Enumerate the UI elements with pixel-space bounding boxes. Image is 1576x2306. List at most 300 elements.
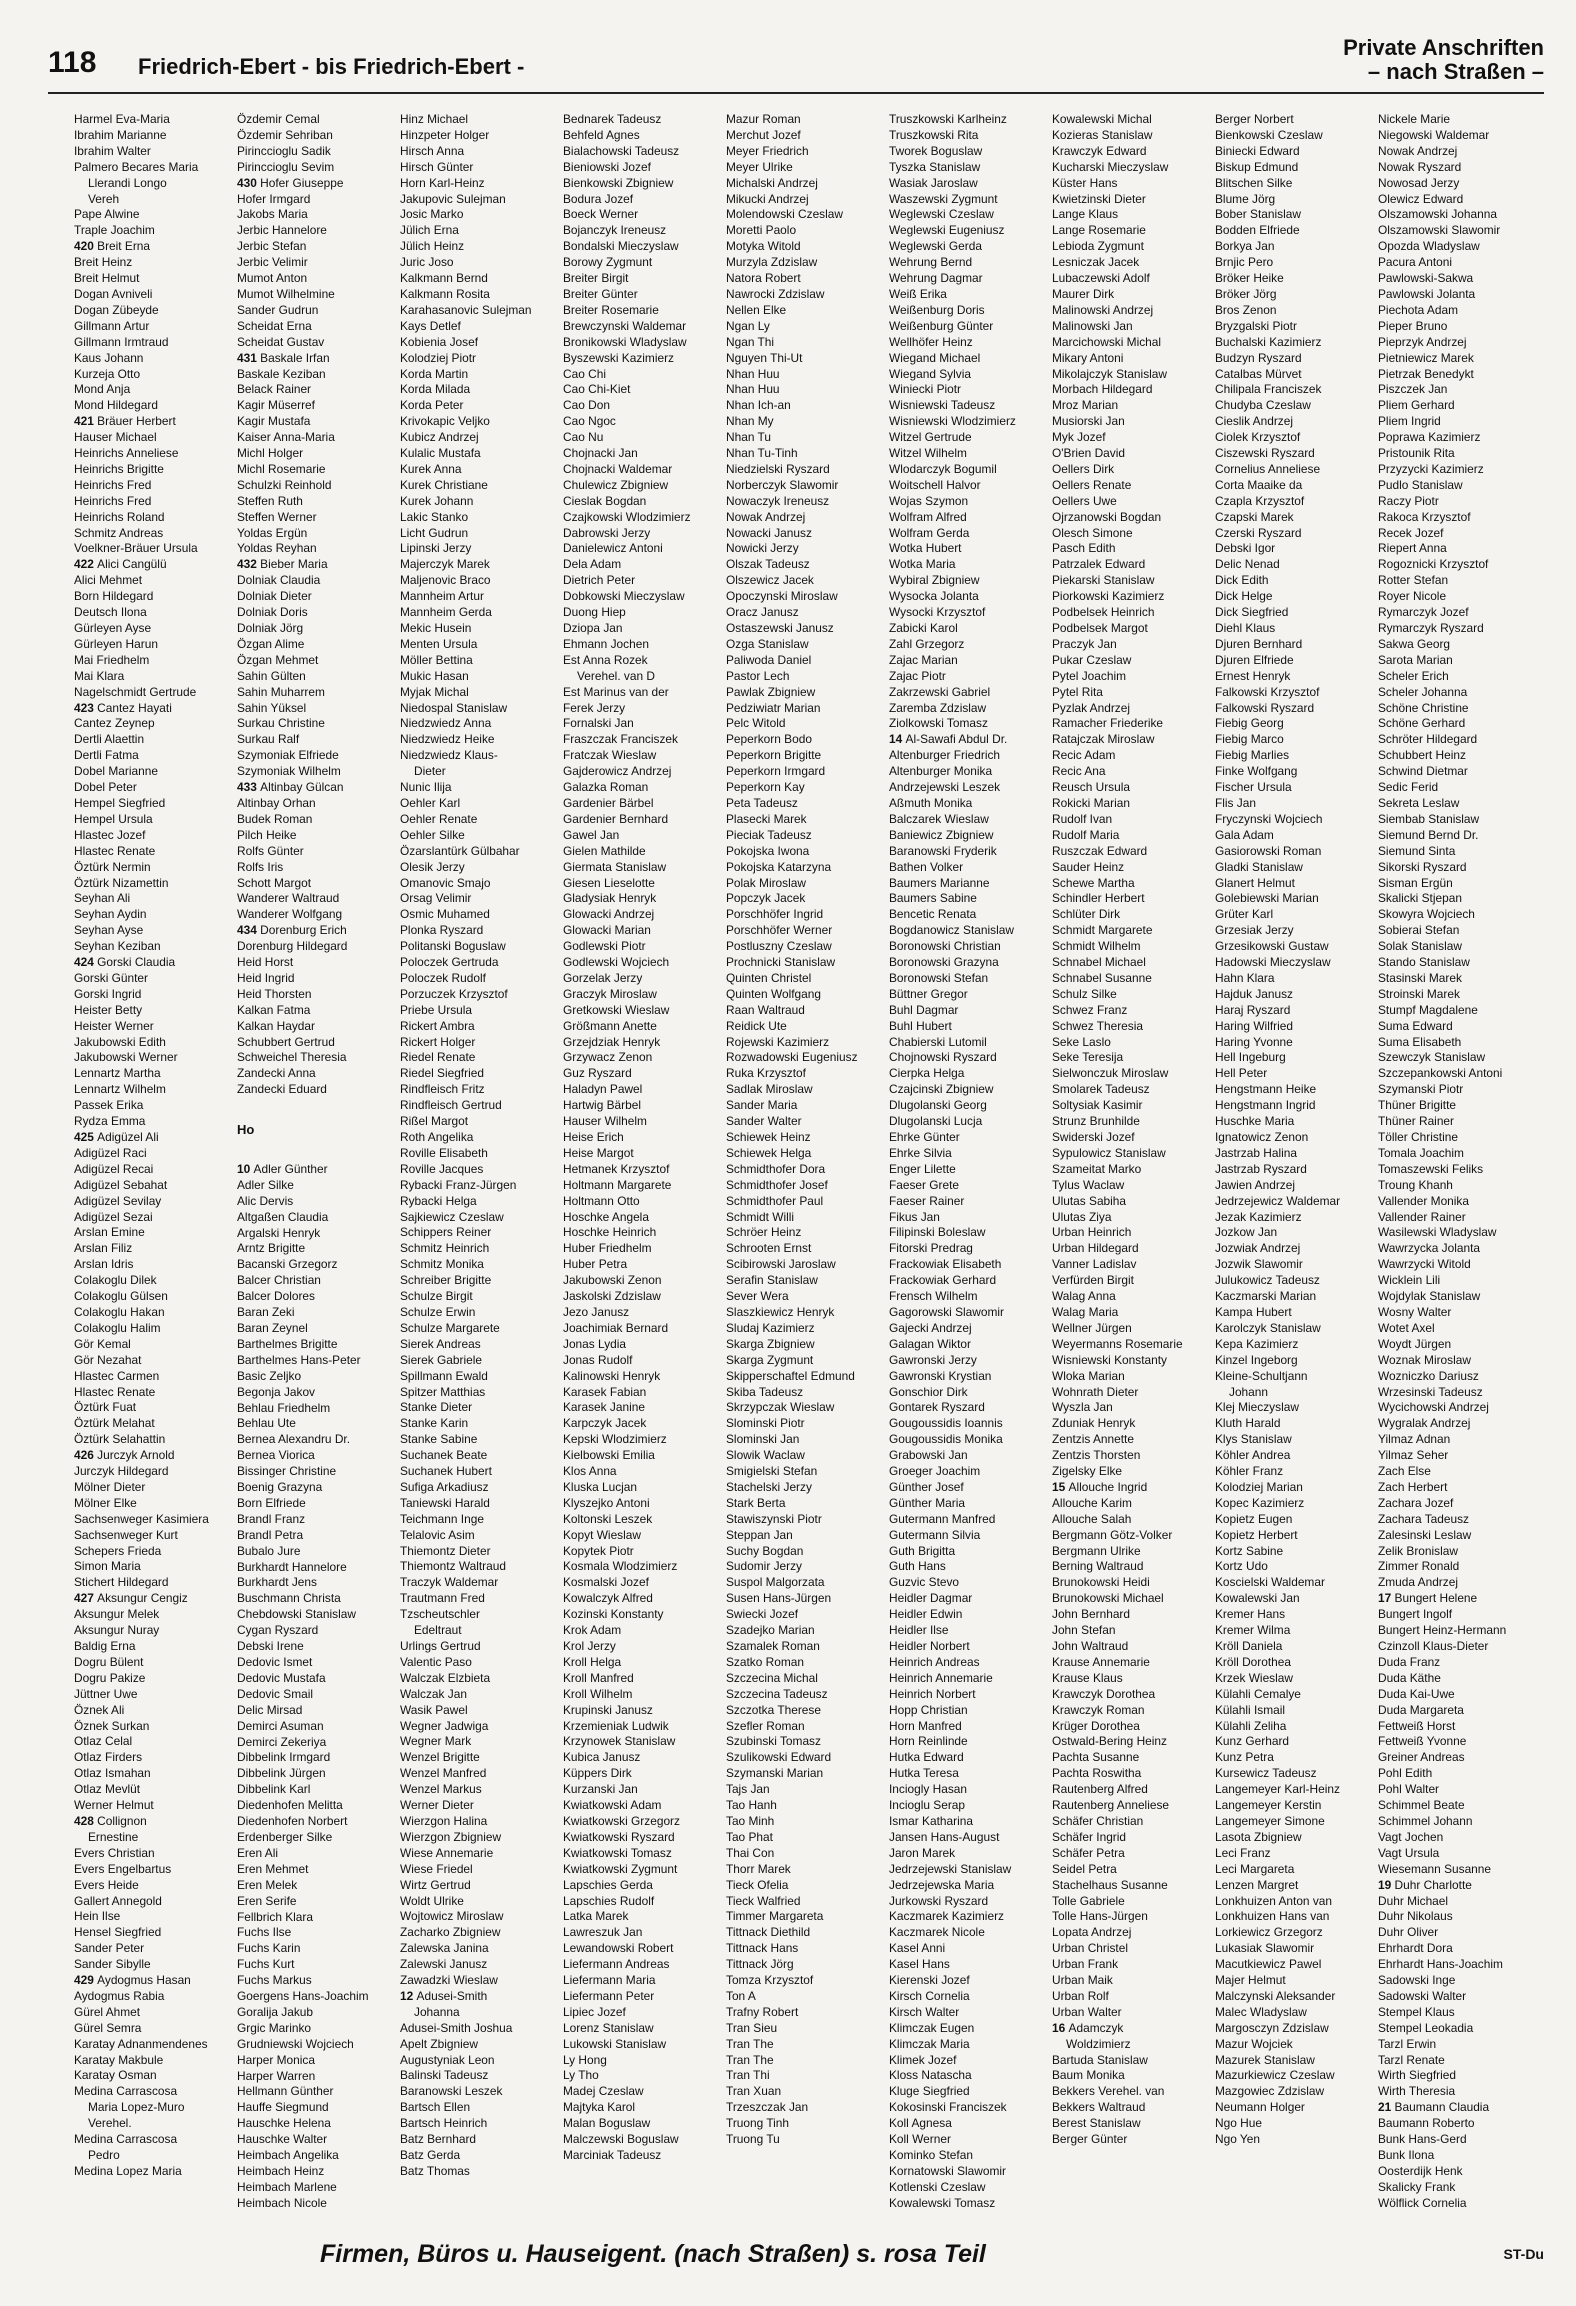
directory-entry: Nickele Marie	[1378, 112, 1451, 126]
directory-entry: Wiese Annemarie	[400, 1845, 494, 1860]
directory-entry: Brnjic Pero	[1215, 255, 1274, 270]
directory-entry: Czinzoll Klaus-Dieter	[1378, 1639, 1489, 1653]
directory-entry: Zandecki Eduard	[237, 1082, 327, 1097]
directory-entry: Latka Marek	[563, 1909, 629, 1924]
directory-entry: Peperkorn Irmgard	[726, 764, 826, 779]
directory-entry: Schwez Theresia	[1052, 1018, 1143, 1033]
directory-entry: Baumers Sabine	[889, 891, 977, 906]
directory-entry: Walag Maria	[1052, 1304, 1119, 1319]
directory-entry: Skarga Zbigniew	[726, 1336, 815, 1351]
directory-entry: Gürel Semra	[74, 2020, 142, 2035]
directory-entry: Malczewski Boguslaw	[563, 2132, 679, 2147]
directory-entry: Ngo Hue	[1215, 2116, 1262, 2131]
directory-entry: Skrzypczak Wieslaw	[726, 1400, 835, 1415]
directory-entry: Ciolek Krzysztof	[1215, 430, 1301, 445]
directory-entry: Oehler Karl	[400, 795, 461, 810]
directory-entry: Pawlowski Jolanta	[1378, 286, 1476, 301]
directory-entry: Walczak Elzbieta	[400, 1670, 491, 1685]
directory-entry: 21 Baumann Claudia	[1378, 2100, 1490, 2115]
directory-entry: Wlodarczyk Bogumil	[889, 461, 997, 476]
directory-entry: Fettweiß Yvonne	[1378, 1734, 1467, 1749]
directory-entry: Jezak Kazimierz	[1215, 1209, 1302, 1224]
entry-continuation: Dieter	[414, 764, 446, 779]
directory-entry: Wicklein Lili	[1378, 1273, 1441, 1288]
directory-entry: Schmidt Wilhelm	[1052, 939, 1141, 954]
directory-entry: Dibbelink Karl	[237, 1782, 311, 1797]
directory-entry: Andrzejewski Leszek	[889, 780, 1001, 795]
directory-entry: Bathen Volker	[889, 859, 964, 874]
directory-entry: Schmitz Monika	[400, 1257, 484, 1272]
directory-entry: Fischer Ursula	[1215, 780, 1292, 795]
directory-entry: Recek Jozef	[1378, 525, 1444, 540]
directory-entry: Gawronski Jerzy	[889, 1352, 977, 1367]
directory-entry: Mazgowiec Zdzislaw	[1215, 2084, 1325, 2099]
directory-entry: Malinowski Andrzej	[1052, 302, 1154, 317]
directory-entry: Heinrichs Brigitte	[74, 461, 164, 476]
directory-entry: Pape Alwine	[74, 207, 140, 222]
directory-entry: Opoczynski Miroslaw	[726, 589, 838, 604]
directory-entry: Djuren Bernhard	[1215, 636, 1303, 651]
directory-entry: Wellner Jürgen	[1052, 1320, 1132, 1335]
directory-entry: Lubaczewski Adolf	[1052, 271, 1150, 286]
directory-entry: Mukic Hasan	[400, 668, 469, 683]
directory-entry: Porschhöfer Werner	[726, 923, 833, 938]
directory-entry: Vagt Jochen	[1378, 1829, 1444, 1844]
directory-entry: Gougoussidis Ioannis	[889, 1416, 1003, 1431]
directory-entry: Stempel Klaus	[1378, 2004, 1455, 2019]
directory-entry: Nowak Ryszard	[1378, 159, 1462, 174]
directory-entry: Traple Joachim	[74, 223, 155, 238]
directory-entry: Rautenberg Anneliese	[1052, 1798, 1170, 1813]
directory-entry: Kalkmann Bernd	[400, 271, 488, 286]
directory-entry: Kortz Udo	[1215, 1559, 1268, 1574]
directory-entry: Heid Thorsten	[237, 986, 312, 1001]
directory-entry: Szymanski Marian	[726, 1766, 824, 1781]
directory-entry: Strunz Brunhilde	[1052, 1114, 1140, 1129]
directory-entry: Altinbay Orhan	[237, 795, 316, 810]
directory-entry: 431 Baskale Irfan	[237, 350, 330, 365]
house-number: 421	[74, 414, 98, 429]
directory-entry: Pachta Susanne	[1052, 1750, 1140, 1765]
directory-entry: Baniewicz Zbigniew	[889, 827, 994, 842]
directory-entry: Medina Lopez Maria	[74, 2163, 182, 2178]
directory-entry: Sachsenweger Kurt	[74, 1527, 178, 1542]
directory-entry: Fratczak Wieslaw	[563, 748, 657, 763]
header-rule	[48, 92, 1544, 94]
directory-entry: Diedenhofen Melitta	[237, 1798, 343, 1813]
directory-entry: Ramacher Friederike	[1052, 716, 1164, 731]
directory-entry: Hlastec Renate	[74, 843, 156, 858]
directory-entry: Harmel Eva-Maria	[74, 112, 170, 126]
directory-entry: Jozwik Slawomir	[1215, 1257, 1303, 1272]
directory-entry: Giesen Lieselotte	[563, 875, 655, 890]
directory-entry: Kinzel Ingeborg	[1215, 1352, 1298, 1367]
directory-entry: Buchalski Kazimierz	[1215, 334, 1322, 349]
directory-entry: Külahli Cemalye	[1215, 1686, 1301, 1701]
directory-entry: Kirsch Cornelia	[889, 1988, 970, 2003]
directory-entry: Ulutas Ziya	[1052, 1209, 1112, 1224]
directory-entry: Kurek Christiane	[400, 477, 488, 492]
directory-entry: Zentzis Thorsten	[1052, 1448, 1141, 1463]
directory-entry: Julukowicz Tadeusz	[1215, 1273, 1320, 1288]
directory-entry: Oosterdijk Henk	[1378, 2163, 1463, 2178]
directory-entry: Mikolajczyk Stanislaw	[1052, 366, 1167, 381]
directory-entry: Tieck Walfried	[726, 1893, 801, 1908]
directory-entry: Haraj Ryszard	[1215, 1002, 1291, 1017]
directory-entry: Hinzpeter Holger	[400, 127, 490, 142]
directory-entry: Boeck Werner	[563, 207, 639, 222]
directory-entry: Krawczyk Dorothea	[1052, 1686, 1156, 1701]
entry-continuation: Ernestine	[88, 1829, 139, 1844]
directory-entry: Wenzel Brigitte	[400, 1750, 480, 1765]
directory-entry: Dobkowski Mieczyslaw	[563, 589, 685, 604]
directory-entry: Duong Hiep	[563, 605, 626, 620]
directory-entry: Czajkowski Wlodzimierz	[563, 509, 691, 524]
directory-entry: Hetmanek Krzysztof	[563, 1161, 670, 1176]
directory-entry: Fuchs Ilse	[237, 1925, 292, 1940]
directory-entry: Maljenovic Braco	[400, 573, 491, 588]
spacer	[237, 1098, 397, 1114]
directory-entry: Jastrzab Halina	[1215, 1145, 1297, 1160]
directory-entry: Oehler Silke	[400, 827, 465, 842]
directory-entry: Baranowski Leszek	[400, 2084, 503, 2099]
directory-entry: Krzemieniak Ludwik	[563, 1718, 669, 1733]
directory-entry: Krzek Wieslaw	[1215, 1670, 1293, 1685]
directory-entry: Lange Rosemarie	[1052, 223, 1146, 238]
directory-entry: Skalicky Frank	[1378, 2179, 1456, 2194]
directory-entry: Born Elfriede	[237, 1495, 306, 1510]
house-number: 21	[1378, 2100, 1395, 2115]
directory-entry: Lipiec Jozef	[563, 2004, 626, 2019]
directory-entry: Ruka Krzysztof	[726, 1066, 806, 1081]
directory-entry: Gretkowski Wieslaw	[563, 1002, 670, 1017]
directory-entry: Tzscheutschler	[400, 1607, 480, 1622]
directory-entry: Brunokowski Michael	[1052, 1591, 1164, 1606]
directory-entry: Blume Jörg	[1215, 191, 1276, 206]
directory-entry: Baran Zeki	[237, 1305, 295, 1320]
directory-entry: Troung Khanh	[1378, 1177, 1453, 1192]
directory-entry: Jakobs Maria	[237, 207, 308, 222]
directory-entry: Schiewek Helga	[726, 1145, 812, 1160]
directory-entry: Budek Roman	[237, 811, 313, 826]
directory-entry: Politanski Boguslaw	[400, 939, 506, 954]
street-section-heading: Ho	[237, 1122, 255, 1138]
directory-entry: Ngo Yen	[1215, 2132, 1260, 2147]
directory-entry: Kasel Hans	[889, 1957, 950, 1972]
directory-entry: Alic Dervis	[237, 1193, 294, 1208]
directory-entry: Dertli Fatma	[74, 748, 139, 763]
house-number: 19	[1378, 1877, 1395, 1892]
directory-entry: Jerbic Hannelore	[237, 223, 327, 238]
directory-entry: Batz Bernhard	[400, 2132, 477, 2147]
directory-entry: Schnabel Michael	[1052, 955, 1146, 970]
directory-entry: Bubalo Jure	[237, 1543, 301, 1558]
directory-entry: Külahli Zeliha	[1215, 1718, 1287, 1733]
directory-entry: Hoschke Heinrich	[563, 1225, 657, 1240]
directory-entry: Jakubowski Edith	[74, 1034, 166, 1049]
directory-entry: Hauschke Walter	[237, 2132, 328, 2147]
directory-entry: Szatko Roman	[726, 1654, 804, 1669]
directory-entry: Skiba Tadeusz	[726, 1384, 804, 1399]
directory-entry: Fitorski Predrag	[889, 1241, 973, 1256]
directory-entry: Trzeszczak Jan	[726, 2100, 809, 2115]
directory-entry: Kluge Siegfried	[889, 2084, 970, 2099]
directory-entry: Liefermann Peter	[563, 1988, 655, 2003]
directory-entry: Sander Walter	[726, 1114, 802, 1129]
directory-entry: Debski Irene	[237, 1639, 304, 1654]
directory-entry: Yoldas Reyhan	[237, 541, 317, 556]
directory-entry: Kalkan Haydar	[237, 1018, 315, 1033]
directory-entry: Yoldas Ergün	[237, 525, 308, 540]
directory-entry: Hempel Ursula	[74, 811, 153, 826]
directory-entry: Wanderer Waltraud	[237, 891, 340, 906]
directory-entry: Norberczyk Slawomir	[726, 477, 839, 492]
directory-entry: Bröker Heike	[1215, 271, 1284, 286]
directory-entry: Bodura Jozef	[563, 191, 634, 206]
directory-entry: Est Anna Rozek	[563, 652, 648, 667]
directory-entry: Valentic Paso	[400, 1654, 472, 1669]
directory-entry: Wyszla Jan	[1052, 1400, 1113, 1415]
directory-entry: Walczak Jan	[400, 1686, 467, 1701]
directory-entry: Susen Hans-Jürgen	[726, 1591, 832, 1606]
directory-entry: Lasota Zbigniew	[1215, 1829, 1302, 1844]
directory-entry: Karatay Osman	[74, 2068, 157, 2083]
directory-entry: Ibrahim Walter	[74, 143, 151, 158]
directory-entry: Baldig Erna	[74, 1639, 136, 1653]
directory-entry: Stroinski Marek	[1378, 986, 1460, 1001]
directory-entry: Szymanski Piotr	[1378, 1082, 1464, 1097]
directory-entry: Mekic Husein	[400, 621, 472, 635]
directory-entry: Bungert Heinz-Hermann	[1378, 1623, 1507, 1638]
directory-entry: Malec Wladyslaw	[1215, 2004, 1307, 2019]
directory-entry: Pirinccioglu Sadik	[237, 143, 331, 158]
directory-entry: Roth Angelika	[400, 1130, 474, 1144]
directory-entry: Fuchs Karin	[237, 1941, 301, 1956]
directory-entry: Korda Peter	[400, 398, 464, 413]
directory-entry: Suchanek Beate	[400, 1448, 488, 1463]
directory-entry: Kröll Daniela	[1215, 1639, 1283, 1653]
directory-entry: Leci Margareta	[1215, 1861, 1295, 1876]
directory-entry: Belack Rainer	[237, 382, 312, 397]
directory-entry: Corta Maaike da	[1215, 477, 1303, 492]
directory-entry: Apelt Zbigniew	[400, 2036, 478, 2051]
directory-entry: Nowosad Jerzy	[1378, 175, 1460, 190]
directory-entry: Scheler Erich	[1378, 668, 1449, 683]
directory-entry: Cygan Ryszard	[237, 1623, 319, 1638]
directory-entry: Huber Petra	[563, 1257, 628, 1272]
directory-entry: Falkowski Ryszard	[1215, 700, 1315, 715]
directory-entry: Tao Hanh	[726, 1798, 777, 1813]
directory-entry: Kubicz Andrzej	[400, 430, 479, 445]
directory-entry: Adigüzel Sebahat	[74, 1177, 168, 1192]
directory-entry: Filipinski Boleslaw	[889, 1225, 986, 1240]
directory-entry: Scheidat Gustav	[237, 334, 325, 349]
directory-entry: Grgic Marinko	[237, 2020, 312, 2035]
directory-entry: Kremer Wilma	[1215, 1623, 1291, 1638]
directory-entry: Schiewek Heinz	[726, 1130, 811, 1144]
directory-entry: Dorenburg Hildegard	[237, 939, 348, 954]
directory-entry: 17 Bungert Helene	[1378, 1591, 1478, 1606]
directory-entry: Baumann Roberto	[1378, 2116, 1475, 2131]
directory-entry: Guth Brigitta	[889, 1543, 956, 1558]
entry-continuation: Llerandi Longo	[88, 175, 167, 190]
directory-entry: Evers Christian	[74, 1845, 155, 1860]
directory-entry: Kaczmarek Kazimierz	[889, 1909, 1004, 1924]
directory-entry: Kokosinski Franciszek	[889, 2100, 1007, 2115]
directory-entry: Zandecki Anna	[237, 1066, 316, 1081]
directory-entry: Chojnowski Ryszard	[889, 1050, 997, 1065]
directory-entry: Seke Laslo	[1052, 1034, 1111, 1049]
running-head: Friedrich-Ebert - bis Friedrich-Ebert -	[138, 54, 525, 79]
directory-entry: Dogru Bülent	[74, 1654, 144, 1669]
directory-entry: Külahli Ismail	[1215, 1702, 1286, 1717]
directory-entry: Licht Gudrun	[400, 525, 469, 540]
directory-entry: Heid Horst	[237, 955, 294, 970]
directory-entry: Oellers Uwe	[1052, 493, 1117, 508]
directory-entry: Zimmer Ronald	[1378, 1559, 1460, 1574]
directory-entry: Budzyn Ryszard	[1215, 350, 1302, 365]
directory-entry: Dela Adam	[563, 557, 622, 572]
directory-entry: Wiesemann Susanne	[1378, 1861, 1492, 1876]
directory-entry: Bernea Alexandru Dr.	[237, 1432, 351, 1447]
directory-entry: Mond Anja	[74, 382, 131, 397]
directory-entry: Sadowski Walter	[1378, 1988, 1467, 2003]
directory-entry: Fornalski Jan	[563, 716, 634, 731]
directory-entry: Wotka Hubert	[889, 541, 962, 556]
directory-entry: Pieciak Tadeusz	[726, 827, 812, 842]
directory-entry: Wenzel Manfred	[400, 1766, 487, 1781]
directory-entry: Hadowski Mieczyslaw	[1215, 955, 1331, 970]
directory-entry: Ozga Stanislaw	[726, 636, 809, 651]
directory-entry: Lenzen Margret	[1215, 1877, 1299, 1892]
directory-entry: Szadejko Marian	[726, 1623, 815, 1638]
directory-entry: Josic Marko	[400, 207, 464, 222]
directory-entry: Heinrich Norbert	[889, 1686, 976, 1701]
directory-entry: Langemeyer Karl-Heinz	[1215, 1782, 1340, 1797]
directory-entry: Passek Erika	[74, 1098, 144, 1113]
entry-continuation: Johann	[1229, 1384, 1269, 1399]
directory-entry: Gürleyen Harun	[74, 636, 158, 651]
directory-entry: Jansen Hans-August	[889, 1829, 1000, 1844]
directory-entry: Evers Heide	[74, 1877, 139, 1892]
directory-entry: Bogdanowicz Stanislaw	[889, 923, 1014, 938]
directory-entry: Peta Tadeusz	[726, 795, 798, 810]
directory-entry: Rickert Ambra	[400, 1018, 475, 1033]
directory-entry: Giermata Stanislaw	[563, 859, 667, 874]
directory-entry: Steppan Jan	[726, 1527, 793, 1542]
directory-entry: Liefermann Maria	[563, 1973, 656, 1988]
directory-entry: Ziolkowski Tomasz	[889, 716, 988, 731]
directory-entry: 426 Jurczyk Arnold	[74, 1448, 175, 1463]
directory-entry: Zawadzki Wieslaw	[400, 1973, 498, 1988]
directory-column-6	[889, 112, 1049, 2212]
directory-entry: Osmic Muhamed	[400, 907, 490, 922]
directory-entry: Djuren Elfriede	[1215, 652, 1294, 667]
directory-entry: Huschke Maria	[1215, 1114, 1295, 1129]
directory-entry: Stachelhaus Susanne	[1052, 1877, 1168, 1892]
directory-entry: Sahin Yüksel	[237, 700, 307, 715]
directory-entry: Adigüzel Sevilay	[74, 1193, 162, 1208]
directory-entry: Sauder Heinz	[1052, 859, 1125, 874]
directory-entry: Balczarek Wieslaw	[889, 811, 989, 826]
directory-entry: Myjak Michal	[400, 684, 469, 699]
directory-entry: Hell Ingeburg	[1215, 1050, 1286, 1065]
imprint-code: ST-Du	[1503, 2246, 1544, 2262]
directory-entry: Thiemontz Waltraud	[400, 1559, 506, 1574]
directory-entry: Grudniewski Wojciech	[237, 2036, 354, 2051]
directory-entry: Zabicki Karol	[889, 621, 958, 635]
directory-entry: Köhler Andrea	[1215, 1448, 1291, 1463]
directory-entry: Merchut Jozef	[726, 127, 801, 142]
directory-entry: Kalinowski Henryk	[563, 1368, 661, 1383]
directory-entry: Suchy Bogdan	[726, 1543, 804, 1558]
directory-entry: Borkya Jan	[1215, 239, 1275, 254]
directory-entry: Jawien Andrzej	[1215, 1177, 1295, 1192]
directory-entry: Gladki Stanislaw	[1215, 859, 1303, 874]
directory-entry: Goergens Hans-Joachim	[237, 1989, 369, 2004]
directory-entry: Peperkorn Brigitte	[726, 748, 822, 763]
directory-entry: Ngan Thi	[726, 334, 775, 349]
directory-entry: Riedel Renate	[400, 1050, 476, 1065]
directory-entry: Balcer Dolores	[237, 1289, 315, 1304]
directory-entry: Bissinger Christine	[237, 1464, 337, 1479]
directory-entry: Szymoniak Elfriede	[237, 748, 339, 763]
directory-entry: Guth Hans	[889, 1559, 946, 1574]
directory-entry: Heimbach Heinz	[237, 2164, 325, 2178]
directory-entry: Wehrung Bernd	[889, 255, 973, 270]
directory-entry: Tarzl Erwin	[1378, 2036, 1437, 2051]
directory-entry: Brandl Petra	[237, 1527, 304, 1542]
directory-entry: Zach Else	[1378, 1464, 1431, 1479]
directory-entry: Rudolf Maria	[1052, 827, 1120, 842]
directory-entry: Kowalewski Tomasz	[889, 2195, 996, 2210]
directory-entry: Töller Christine	[1378, 1130, 1458, 1144]
directory-entry: Urban Hildegard	[1052, 1241, 1139, 1256]
directory-entry: Voelkner-Bräuer Ursula	[74, 541, 198, 556]
directory-entry: Suma Edward	[1378, 1018, 1453, 1033]
directory-entry: Chudyba Czeslaw	[1215, 398, 1311, 413]
directory-entry: Wloka Marian	[1052, 1368, 1125, 1383]
directory-entry: Colakoglu Halim	[74, 1320, 161, 1335]
directory-entry: Kaus Johann	[74, 350, 144, 365]
directory-entry: Langemeyer Kerstin	[1215, 1798, 1322, 1813]
directory-entry: Sufiga Arkadiusz	[400, 1479, 489, 1494]
directory-entry: Faeser Rainer	[889, 1193, 965, 1208]
directory-entry: Lesniczak Jacek	[1052, 255, 1140, 270]
directory-entry: Scheler Johanna	[1378, 684, 1468, 699]
directory-entry: Siembab Stanislaw	[1378, 811, 1480, 826]
directory-entry: Schulze Birgit	[400, 1289, 473, 1304]
directory-entry: Stasinski Marek	[1378, 970, 1462, 985]
directory-entry: Sielwonczuk Miroslaw	[1052, 1066, 1169, 1081]
directory-entry: Pohl Edith	[1378, 1766, 1433, 1781]
directory-entry: Medina Carrascosa	[74, 2084, 178, 2099]
directory-entry: Altenburger Monika	[889, 764, 993, 779]
directory-entry: Hlastec Renate	[74, 1384, 156, 1399]
directory-entry: Rotter Stefan	[1378, 573, 1449, 588]
directory-entry: Pacura Antoni	[1378, 255, 1453, 270]
directory-entry: Batz Gerda	[400, 2148, 461, 2162]
directory-entry: Ferek Jerzy	[563, 700, 626, 715]
directory-entry: Gontarek Ryszard	[889, 1400, 985, 1415]
house-number: 433	[237, 780, 261, 795]
directory-entry: 433 Altinbay Gülcan	[237, 780, 344, 795]
directory-entry: Schulze Margarete	[400, 1320, 500, 1335]
directory-entry: Stanke Sabine	[400, 1432, 478, 1447]
directory-entry: Dedovic Mustafa	[237, 1670, 326, 1685]
directory-entry: Grzejdziak Henryk	[563, 1034, 661, 1049]
directory-entry: Spillmann Ewald	[400, 1368, 488, 1383]
